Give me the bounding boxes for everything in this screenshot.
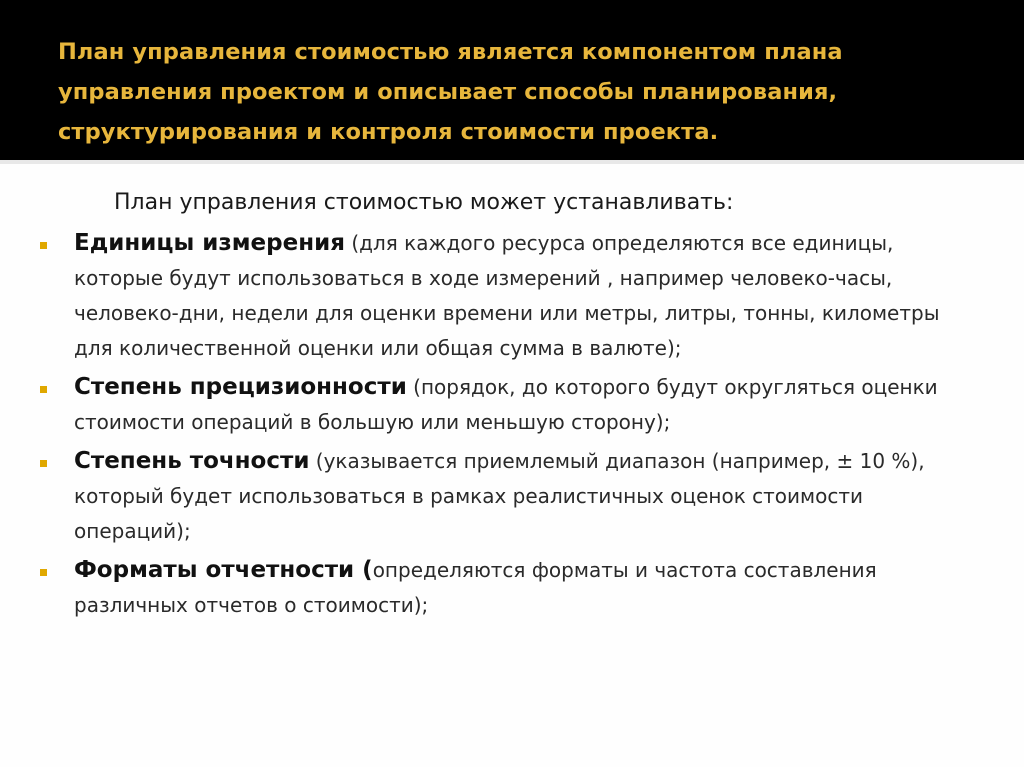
list-item-term: Степень точности (74, 448, 310, 474)
square-bullet-icon (40, 569, 47, 576)
list-item-description: определяются форматы и частота составления различных отчетов о стоимости); (74, 558, 877, 617)
list-item (0, 444, 959, 549)
list-item-term: Степень прецизионности (74, 374, 407, 400)
square-bullet-icon (40, 460, 47, 467)
list-item-description: (для каждого ресурса определяются все единицы, которые будут использоваться в ходе измерений , например человеко-часы, человеко-дни, недели для оценки времени или метры, литры, тонны, километры для количественной оценки или общая сумма в валюте); (74, 231, 940, 360)
list-item-description: (указывается приемлемый диапазон (например, ± 10 %), который будет использоваться в рамках реалистичных оценок стоимости операций); (74, 449, 925, 543)
title-band (0, 0, 1024, 160)
square-bullet-icon (40, 242, 47, 249)
square-bullet-icon (40, 386, 47, 393)
list-item-text (74, 449, 925, 543)
list-item (0, 370, 959, 440)
list-item-term: Форматы отчетности ( (74, 557, 373, 583)
list-item-description: (порядок, до которого будут округляться оценки стоимости операций в большую или меньшую сторону); (74, 375, 938, 434)
list-item (0, 553, 959, 623)
list-item-text (74, 375, 938, 434)
list-item (0, 226, 959, 366)
intro-text: План управления стоимостью может устанавливать: (114, 190, 734, 215)
list-item-text (74, 231, 940, 360)
slide-title: План управления стоимостью является компонентом плана управления проектом и описывает способы планирования, структурирования и контроля стоимости проекта. (58, 39, 843, 145)
list-item-term: Единицы измерения (74, 230, 345, 256)
list-item-text (74, 558, 877, 617)
bullet-list (0, 226, 1024, 627)
